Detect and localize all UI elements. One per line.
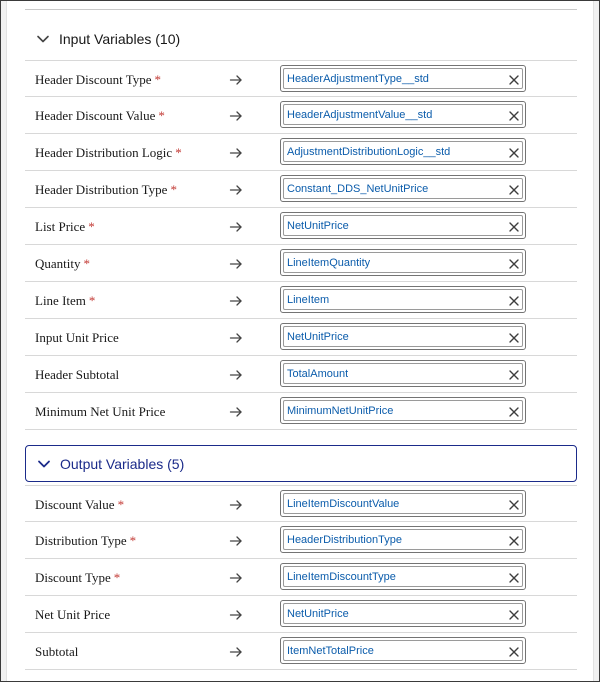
arrow-right-icon bbox=[228, 182, 244, 198]
resource-value[interactable]: HeaderAdjustmentValue__std bbox=[287, 108, 433, 121]
variable-name: Line Item bbox=[35, 292, 86, 308]
required-marker: * bbox=[83, 255, 90, 271]
close-icon[interactable] bbox=[508, 608, 520, 620]
arrow-right-icon bbox=[228, 404, 244, 420]
close-icon[interactable] bbox=[508, 257, 520, 269]
pill-inner bbox=[283, 363, 523, 384]
mapped-resource-pill[interactable] bbox=[280, 323, 526, 350]
mapped-resource-pill[interactable] bbox=[280, 249, 526, 276]
resource-value[interactable]: NetUnitPrice bbox=[287, 330, 349, 343]
variable-label bbox=[35, 559, 120, 596]
close-icon[interactable] bbox=[508, 109, 520, 121]
mapped-resource-pill[interactable] bbox=[280, 490, 526, 517]
variable-row bbox=[25, 522, 577, 559]
pill-inner bbox=[283, 400, 523, 421]
resource-value[interactable]: AdjustmentDistributionLogic__std bbox=[287, 145, 451, 158]
section-title: Output Variables (5) bbox=[60, 455, 185, 472]
required-marker: * bbox=[170, 181, 177, 197]
close-icon[interactable] bbox=[508, 183, 520, 195]
arrow-right-icon bbox=[228, 607, 244, 623]
pill-inner bbox=[283, 178, 523, 199]
variable-label bbox=[35, 486, 124, 523]
mapped-resource-pill[interactable] bbox=[280, 360, 526, 387]
required-marker: * bbox=[88, 292, 96, 308]
variable-row bbox=[25, 559, 577, 596]
mapped-resource-pill[interactable] bbox=[280, 397, 526, 424]
mapped-resource-pill[interactable] bbox=[280, 637, 526, 664]
pill-inner bbox=[283, 104, 523, 125]
variable-row bbox=[25, 171, 577, 208]
output-variables-list bbox=[25, 485, 577, 670]
variable-label bbox=[35, 596, 113, 633]
variable-label bbox=[35, 245, 90, 282]
variable-name: Subtotal bbox=[35, 643, 79, 659]
input-variables-header[interactable] bbox=[25, 23, 577, 55]
variable-row bbox=[25, 356, 577, 393]
mapped-resource-pill[interactable] bbox=[280, 65, 526, 92]
required-marker: * bbox=[88, 218, 95, 234]
variable-name: List Price bbox=[35, 218, 86, 234]
variable-name: Input Unit Price bbox=[35, 329, 119, 345]
resource-value[interactable]: NetUnitPrice bbox=[287, 219, 349, 232]
variable-name: Header Discount Value bbox=[35, 107, 156, 123]
variable-row bbox=[25, 134, 577, 171]
variable-name: Header Discount Type bbox=[35, 71, 152, 87]
variable-label bbox=[35, 356, 122, 393]
required-marker: * bbox=[154, 71, 162, 87]
required-marker: * bbox=[175, 144, 182, 160]
pill-inner bbox=[283, 215, 523, 236]
variable-name: Quantity bbox=[35, 255, 81, 271]
pill-inner bbox=[283, 566, 523, 587]
required-marker: * bbox=[113, 569, 121, 585]
pill-inner bbox=[283, 640, 523, 661]
variable-row bbox=[25, 485, 577, 522]
variable-label bbox=[35, 522, 136, 559]
mapped-resource-pill[interactable] bbox=[280, 175, 526, 202]
variable-row bbox=[25, 60, 577, 97]
pill-inner bbox=[283, 326, 523, 347]
variable-name: Minimum Net Unit Price bbox=[35, 403, 166, 419]
close-icon[interactable] bbox=[508, 73, 520, 85]
resource-value[interactable]: LineItem bbox=[287, 293, 330, 306]
pill-inner bbox=[283, 493, 523, 514]
input-variables-list bbox=[25, 60, 577, 430]
arrow-right-icon bbox=[228, 533, 244, 549]
arrow-right-icon bbox=[228, 256, 244, 272]
close-icon[interactable] bbox=[508, 368, 520, 380]
close-icon[interactable] bbox=[508, 331, 520, 343]
section-title: Input Variables (10) bbox=[59, 31, 181, 47]
variable-row bbox=[25, 97, 577, 134]
variable-label bbox=[35, 97, 165, 134]
close-icon[interactable] bbox=[508, 571, 520, 583]
pill-inner bbox=[283, 529, 523, 550]
resource-value[interactable]: ItemNetTotalPrice bbox=[287, 644, 374, 657]
mapped-resource-pill[interactable] bbox=[280, 600, 526, 627]
required-marker: * bbox=[117, 496, 125, 512]
resource-value[interactable]: NetUnitPrice bbox=[287, 607, 349, 620]
close-icon[interactable] bbox=[508, 220, 520, 232]
close-icon[interactable] bbox=[508, 405, 520, 417]
variable-row bbox=[25, 282, 577, 319]
variable-row bbox=[25, 208, 577, 245]
arrow-right-icon bbox=[228, 72, 244, 88]
variable-label bbox=[35, 134, 182, 171]
resource-value[interactable]: MinimumNetUnitPrice bbox=[287, 404, 394, 417]
mapped-resource-pill[interactable] bbox=[280, 101, 526, 128]
required-marker: * bbox=[158, 107, 165, 123]
resource-value[interactable]: Constant_DDS_NetUnitPrice bbox=[287, 182, 429, 195]
arrow-right-icon bbox=[228, 219, 244, 235]
arrow-right-icon bbox=[228, 108, 244, 124]
arrow-right-icon bbox=[228, 644, 244, 660]
variable-name: Header Distribution Logic bbox=[35, 144, 173, 160]
variable-label bbox=[35, 208, 95, 245]
variable-row bbox=[25, 319, 577, 356]
pill-inner bbox=[283, 289, 523, 310]
pill-inner bbox=[283, 603, 523, 624]
resource-value[interactable]: TotalAmount bbox=[287, 367, 349, 380]
variable-name: Distribution Type bbox=[35, 532, 127, 548]
pill-inner bbox=[283, 252, 523, 273]
variable-label bbox=[35, 319, 122, 356]
mapped-resource-pill[interactable] bbox=[280, 526, 526, 553]
pill-inner bbox=[283, 141, 523, 162]
variable-name: Net Unit Price bbox=[35, 606, 111, 622]
pill-inner bbox=[283, 68, 523, 89]
arrow-right-icon bbox=[228, 330, 244, 346]
chevron-down-icon bbox=[35, 31, 51, 47]
resource-value[interactable]: LineItemQuantity bbox=[287, 256, 371, 269]
variable-name: Discount Value bbox=[35, 496, 115, 512]
variable-name: Discount Type bbox=[35, 569, 111, 585]
divider bbox=[25, 9, 577, 10]
variable-label bbox=[35, 61, 161, 98]
arrow-right-icon bbox=[228, 497, 244, 513]
mapped-resource-pill[interactable] bbox=[280, 212, 526, 239]
output-variables-header[interactable] bbox=[25, 445, 577, 482]
variable-row bbox=[25, 393, 577, 430]
close-icon[interactable] bbox=[508, 294, 520, 306]
variable-name: Header Subtotal bbox=[35, 366, 120, 382]
variable-label bbox=[35, 393, 168, 430]
variable-label bbox=[35, 171, 177, 208]
variable-row bbox=[25, 596, 577, 633]
arrow-right-icon bbox=[228, 293, 244, 309]
close-icon[interactable] bbox=[508, 645, 520, 657]
resource-value[interactable]: HeaderDistributionType bbox=[287, 533, 402, 546]
close-icon[interactable] bbox=[508, 498, 520, 510]
required-marker: * bbox=[129, 532, 137, 548]
mapped-resource-pill[interactable] bbox=[280, 563, 526, 590]
chevron-down-icon bbox=[36, 456, 52, 472]
variable-name: Header Distribution Type bbox=[35, 181, 168, 197]
mapped-resource-pill[interactable] bbox=[280, 286, 526, 313]
resource-value[interactable]: HeaderAdjustmentType__std bbox=[287, 72, 429, 85]
arrow-right-icon bbox=[228, 570, 244, 586]
close-icon[interactable] bbox=[508, 534, 520, 546]
resource-value[interactable]: LineItemDiscountType bbox=[287, 570, 396, 583]
variable-row bbox=[25, 245, 577, 282]
close-icon[interactable] bbox=[508, 146, 520, 158]
resource-value[interactable]: LineItemDiscountValue bbox=[287, 497, 400, 510]
variable-label bbox=[35, 282, 95, 319]
variable-label bbox=[35, 633, 81, 670]
mapped-resource-pill[interactable] bbox=[280, 138, 526, 165]
arrow-right-icon bbox=[228, 145, 244, 161]
arrow-right-icon bbox=[228, 367, 244, 383]
variable-row bbox=[25, 633, 577, 670]
